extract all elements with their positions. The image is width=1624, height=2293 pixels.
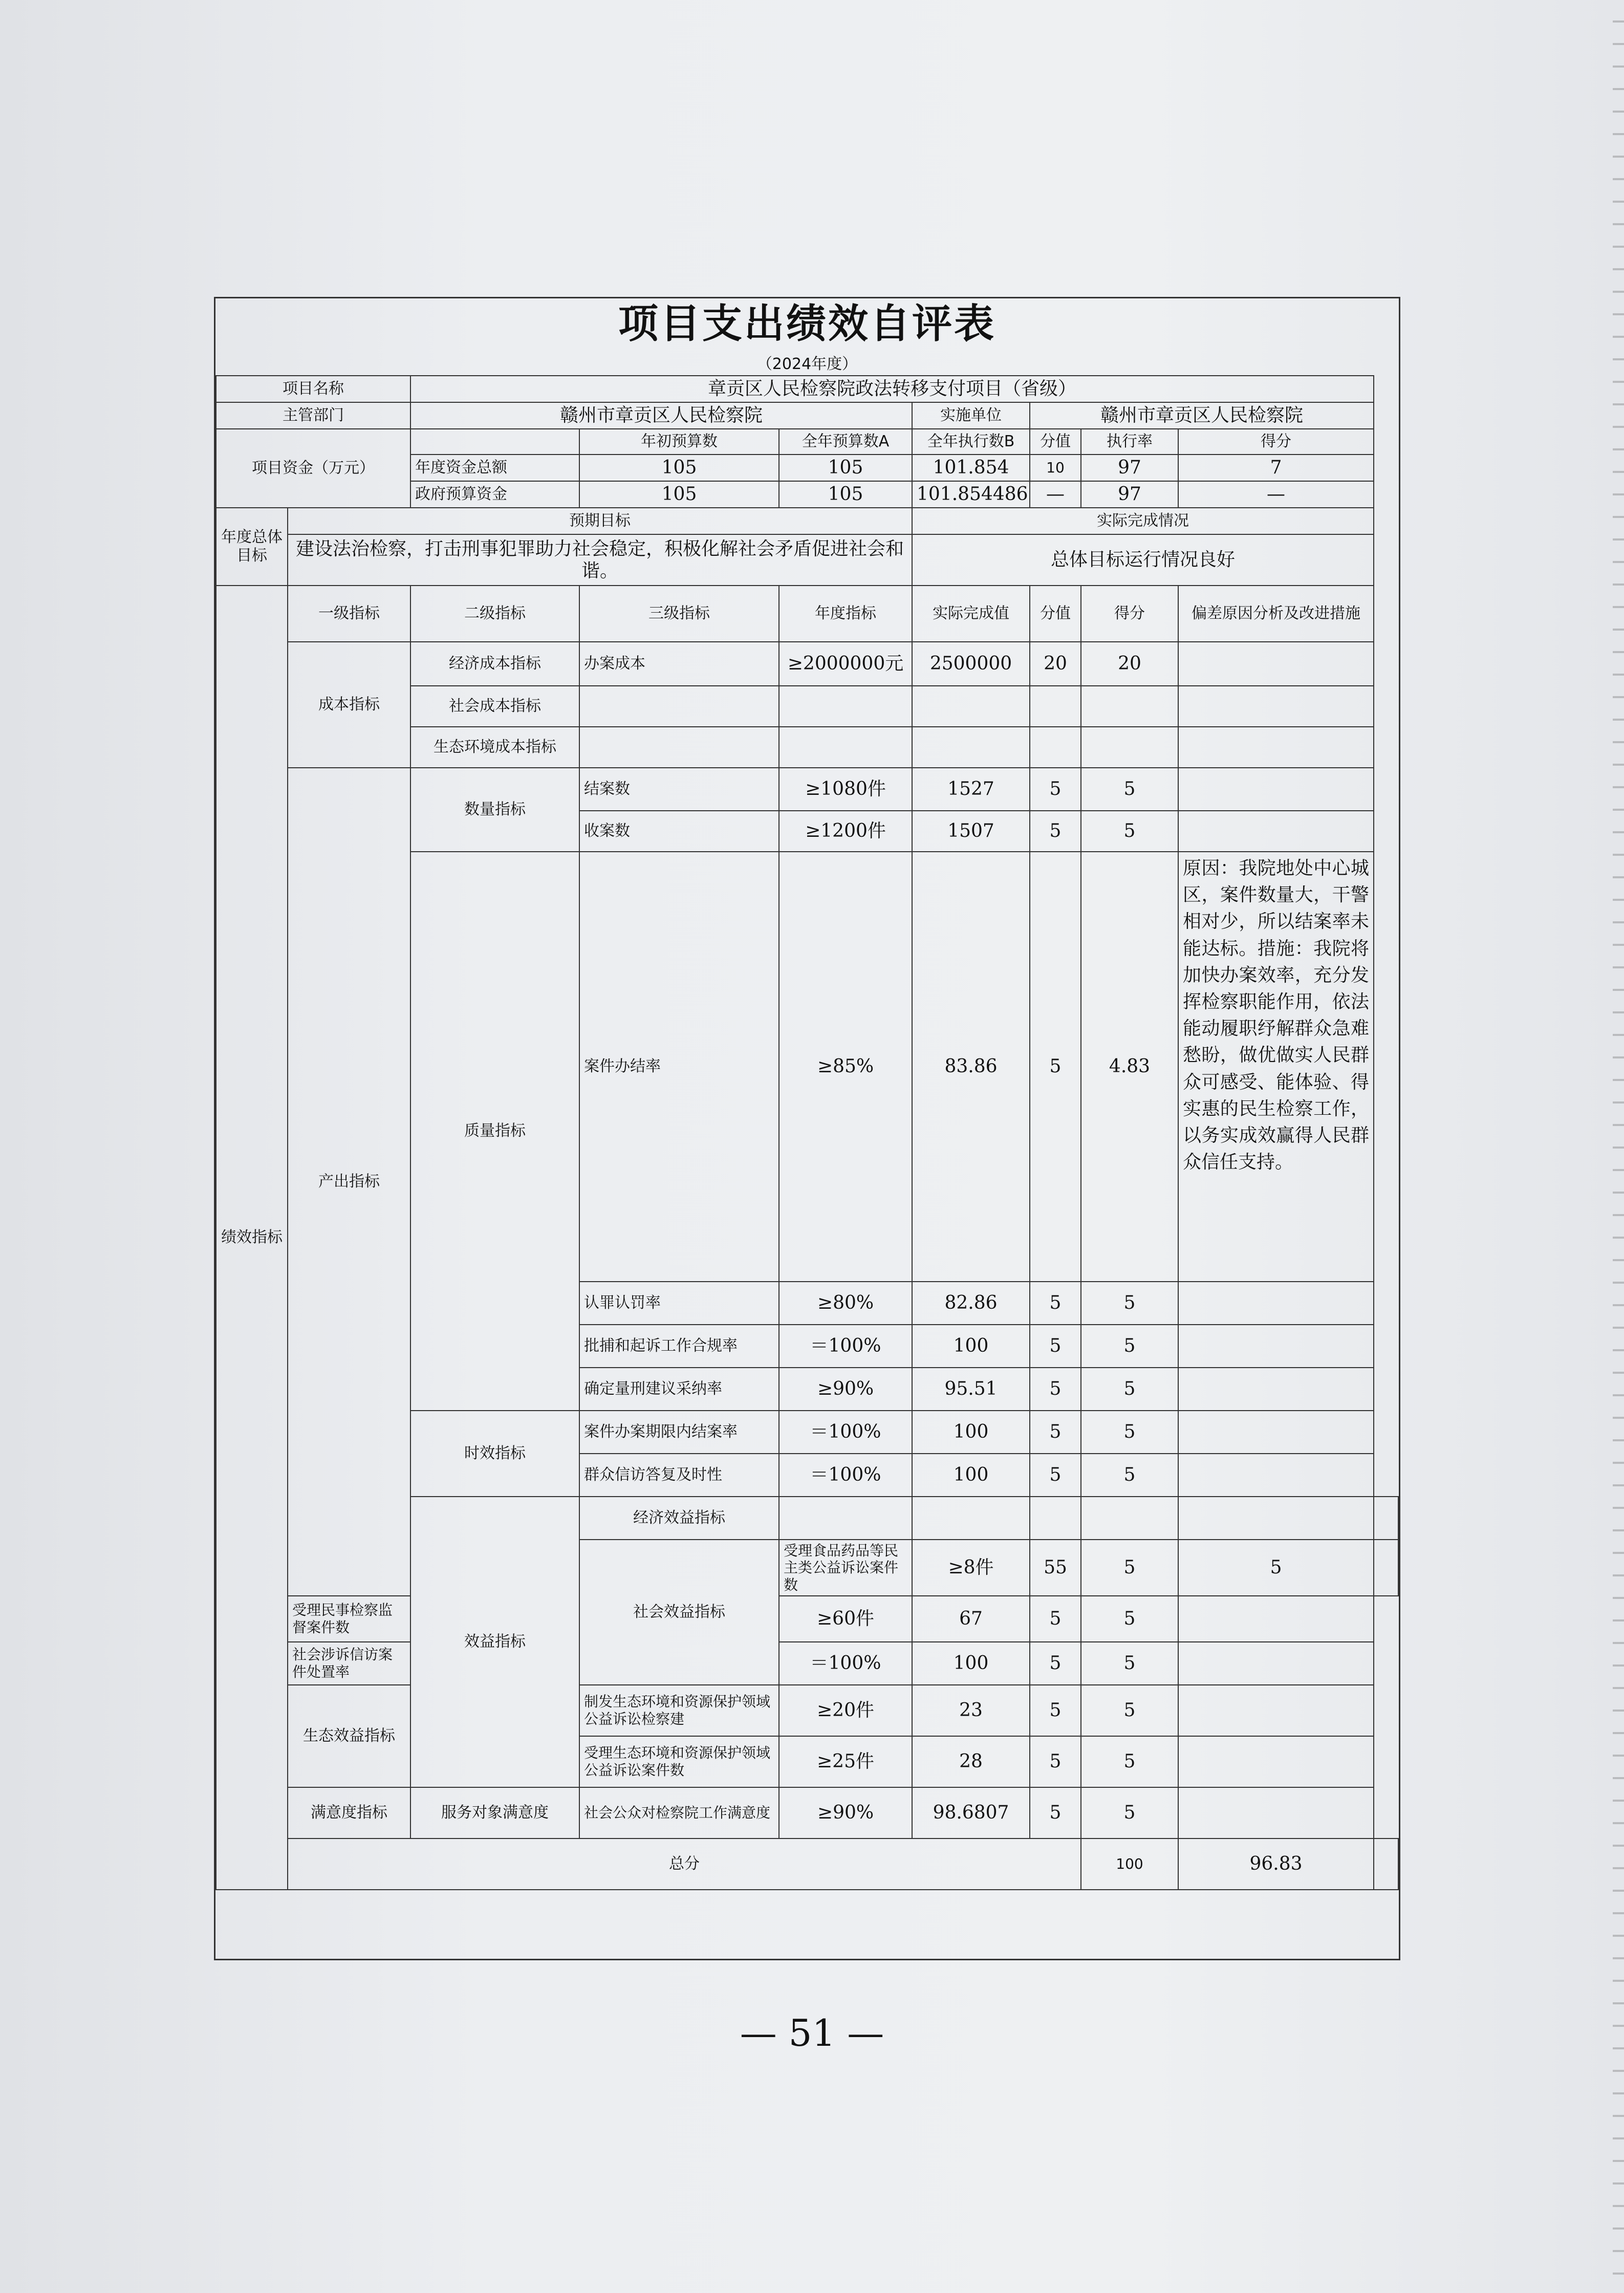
level2-timeliness: 时效指标 <box>410 1411 579 1497</box>
target-cell: ≥90% <box>779 1368 912 1411</box>
actual-goal-label: 实际完成情况 <box>912 508 1374 534</box>
form-year: （2024年度） <box>756 355 858 373</box>
score-cell: 5 <box>1030 1454 1081 1497</box>
got-cell: 4.83 <box>1081 852 1178 1282</box>
fund-cell: 105 <box>579 481 779 508</box>
impl-unit-value: 赣州市章贡区人民检察院 <box>1030 402 1374 429</box>
got-cell: 5 <box>1081 1454 1178 1497</box>
actual-cell: 82.86 <box>912 1282 1030 1325</box>
actual-cell: 67 <box>912 1596 1030 1642</box>
target-cell: ≥90% <box>779 1787 912 1838</box>
row-fund-headers <box>216 429 1398 455</box>
score-cell: 5 <box>1030 1325 1081 1368</box>
note-cell <box>1178 1411 1374 1454</box>
target-cell: ≥1200件 <box>779 811 912 852</box>
target-cell: ≥85% <box>779 852 912 1282</box>
table-row <box>216 1596 1398 1642</box>
fund-cell: 101.854 <box>912 455 1030 481</box>
actual-cell: 23 <box>912 1685 1030 1736</box>
target-cell: ≥25件 <box>779 1736 912 1787</box>
note-cell <box>1178 1325 1374 1368</box>
score-cell: 20 <box>1030 642 1081 686</box>
got-cell: 5 <box>1081 1596 1178 1642</box>
level2-quality: 质量指标 <box>410 852 579 1411</box>
performance-indicator-label: 绩效指标 <box>216 586 288 1890</box>
table-row <box>216 1685 1398 1736</box>
level2-social-cost: 社会成本指标 <box>410 686 579 727</box>
level3-name: 案件办案期限内结案率 <box>579 1411 779 1454</box>
level2-eco-cost: 生态环境成本指标 <box>410 727 579 768</box>
table-row <box>216 1642 1398 1685</box>
fund-row-label: 年度资金总额 <box>410 455 579 481</box>
actual-cell: 55 <box>1030 1540 1081 1596</box>
got-cell: 5 <box>1081 811 1178 852</box>
level2-service-satisfaction: 服务对象满意度 <box>410 1787 579 1838</box>
target-cell: ≥2000000元 <box>779 642 912 686</box>
row-project-name <box>216 376 1398 402</box>
form-title: 项目支出绩效自评表 <box>618 301 996 347</box>
actual-cell: 95.51 <box>912 1368 1030 1411</box>
got-cell: 5 <box>1081 1642 1178 1685</box>
row-goal-headers <box>216 508 1398 534</box>
score-cell: 5 <box>1030 852 1081 1282</box>
note-cell <box>1178 1596 1374 1642</box>
header-level1: 一级指标 <box>288 586 410 642</box>
level2-quantity: 数量指标 <box>410 768 579 852</box>
actual-cell: 1507 <box>912 811 1030 852</box>
level3-name: 群众信访答复及时性 <box>579 1454 779 1497</box>
score-cell: 5 <box>1030 1282 1081 1325</box>
target-cell: ＝100% <box>779 1325 912 1368</box>
got-cell: 5 <box>1081 1736 1178 1787</box>
level3-name: 办案成本 <box>579 642 779 686</box>
fund-cell: 7 <box>1178 455 1374 481</box>
level2-eco-benefit: 生态效益指标 <box>288 1685 410 1787</box>
level3-name: 认罪认罚率 <box>579 1282 779 1325</box>
scan-edge-marks <box>1613 0 1624 2293</box>
target-cell: ＝100% <box>779 1642 912 1685</box>
header-level2: 二级指标 <box>410 586 579 642</box>
level2-economic-cost: 经济成本指标 <box>410 642 579 686</box>
got-cell: 5 <box>1081 1787 1178 1838</box>
score-cell: 5 <box>1030 1642 1081 1685</box>
target-cell: ≥60件 <box>779 1596 912 1642</box>
level3-name: 受理民事检察监督案件数 <box>288 1596 410 1642</box>
score-cell: 5 <box>1030 768 1081 811</box>
got-cell: 5 <box>1178 1540 1374 1596</box>
got-cell: 5 <box>1081 1411 1178 1454</box>
goal-label: 年度总体目标 <box>216 508 288 586</box>
fund-cell: 105 <box>779 455 912 481</box>
level1-benefit: 效益指标 <box>410 1497 579 1787</box>
fund-header-got: 得分 <box>1178 429 1374 455</box>
fund-cell: 105 <box>779 481 912 508</box>
score-cell: 5 <box>1030 1411 1081 1454</box>
actual-cell: 100 <box>912 1325 1030 1368</box>
level3-name: 社会公众对检察院工作满意度 <box>579 1787 779 1838</box>
got-cell: 5 <box>1081 1368 1178 1411</box>
fund-cell: — <box>1178 481 1374 508</box>
project-name-value: 章贡区人民检察院政法转移支付项目（省级） <box>410 376 1374 402</box>
fund-header-executed: 全年执行数B <box>912 429 1030 455</box>
evaluation-table <box>215 375 1399 1890</box>
total-got: 96.83 <box>1178 1838 1374 1890</box>
score-cell: 5 <box>1030 1596 1081 1642</box>
actual-cell: 100 <box>912 1454 1030 1497</box>
expected-goal-text: 建设法治检察，打击刑事犯罪助力社会稳定，积极化解社会矛盾促进社会和谐。 <box>288 534 912 586</box>
actual-goal-text: 总体目标运行情况良好 <box>912 534 1374 586</box>
note-cell <box>1178 1736 1374 1787</box>
row-department <box>216 402 1398 429</box>
note-cell <box>1178 1368 1374 1411</box>
fund-header-initial: 年初预算数 <box>579 429 779 455</box>
note-cell <box>1374 1540 1398 1596</box>
level3-name: 制发生态环境和资源保护领域公益诉讼检察建 <box>579 1685 779 1736</box>
note-cell <box>1178 1787 1374 1838</box>
actual-cell: 100 <box>912 1642 1030 1685</box>
expected-goal-label: 预期目标 <box>288 508 912 534</box>
actual-cell: 98.6807 <box>912 1787 1030 1838</box>
actual-cell: 1527 <box>912 768 1030 811</box>
score-cell: 5 <box>1030 811 1081 852</box>
level2-social-benefit: 社会效益指标 <box>579 1540 779 1685</box>
target-cell: ≥80% <box>779 1282 912 1325</box>
fund-cell: 101.854486 <box>912 481 1030 508</box>
level1-output: 产出指标 <box>288 768 410 1596</box>
level3-name: 受理食品药品等民主类公益诉讼案件数 <box>779 1540 912 1596</box>
target-cell: ≥1080件 <box>779 768 912 811</box>
score-cell: 5 <box>1030 1736 1081 1787</box>
target-cell: ≥20件 <box>779 1685 912 1736</box>
target-cell: ＝100% <box>779 1454 912 1497</box>
target-cell: ＝100% <box>779 1411 912 1454</box>
actual-cell: 100 <box>912 1411 1030 1454</box>
note-cell <box>1178 811 1374 852</box>
header-score: 分值 <box>1030 586 1081 642</box>
got-cell: 5 <box>1081 1685 1178 1736</box>
fund-header-annual: 全年预算数A <box>779 429 912 455</box>
level3-name: 社会涉诉信访案件处置率 <box>288 1642 410 1685</box>
score-cell: 5 <box>1030 1685 1081 1736</box>
got-cell: 5 <box>1081 768 1178 811</box>
fund-row-label: 政府预算资金 <box>410 481 579 508</box>
total-label: 总分 <box>288 1838 1081 1890</box>
header-level3: 三级指标 <box>579 586 779 642</box>
actual-cell: 28 <box>912 1736 1030 1787</box>
fund-header-rate: 执行率 <box>1081 429 1178 455</box>
note-cell <box>1178 1454 1374 1497</box>
note-cell <box>1178 1642 1374 1685</box>
deviation-note: 原因：我院地处中心城区，案件数量大，干警相对少，所以结案率未能达标。措施：我院将加快办案效率，充分发挥检察职能作用，依法能动履职纾解群众急难愁盼，做优做实人民群众可感受、能体验、得实惠的民生检察工作，以务实成效赢得人民群众信任支持。 <box>1178 852 1374 1282</box>
fund-header-blank <box>410 429 579 455</box>
fund-cell: 105 <box>579 455 779 481</box>
table-row <box>216 1787 1398 1838</box>
table-row <box>216 768 1398 811</box>
table-row <box>216 642 1398 686</box>
fund-header-score: 分值 <box>1030 429 1081 455</box>
target-cell: ≥8件 <box>912 1540 1030 1596</box>
page-number: — 51 — <box>740 2011 884 2054</box>
level3-name: 结案数 <box>579 768 779 811</box>
funds-label: 项目资金（万元） <box>216 429 410 508</box>
level1-satisfaction: 满意度指标 <box>288 1787 410 1838</box>
dept-label: 主管部门 <box>216 402 410 429</box>
note-cell <box>1178 642 1374 686</box>
row-indicator-headers <box>216 586 1398 642</box>
got-cell: 5 <box>1081 1325 1178 1368</box>
level3-name: 受理生态环境和资源保护领域公益诉讼案件数 <box>579 1736 779 1787</box>
note-cell <box>1178 1685 1374 1736</box>
evaluation-form <box>214 297 1400 1960</box>
got-cell: 20 <box>1081 642 1178 686</box>
level1-cost: 成本指标 <box>288 642 410 768</box>
dept-value: 赣州市章贡区人民检察院 <box>410 402 912 429</box>
score-cell: 5 <box>1081 1540 1178 1596</box>
actual-cell: 2500000 <box>912 642 1030 686</box>
level2-economic-benefit: 经济效益指标 <box>579 1497 779 1540</box>
fund-cell: 97 <box>1081 455 1178 481</box>
header-deviation: 偏差原因分析及改进措施 <box>1178 586 1374 642</box>
row-goal-text <box>216 534 1398 586</box>
row-total <box>216 1838 1398 1890</box>
level3-name: 收案数 <box>579 811 779 852</box>
header-annual-target: 年度指标 <box>779 586 912 642</box>
total-note <box>1374 1838 1398 1890</box>
header-actual: 实际完成值 <box>912 586 1030 642</box>
fund-cell: 10 <box>1030 455 1081 481</box>
level3-name: 案件办结率 <box>579 852 779 1282</box>
score-cell: 5 <box>1030 1368 1081 1411</box>
level3-name: 确定量刑建议采纳率 <box>579 1368 779 1411</box>
fund-cell: 97 <box>1081 481 1178 508</box>
header-got: 得分 <box>1081 586 1178 642</box>
score-cell: 5 <box>1030 1787 1081 1838</box>
fund-cell: — <box>1030 481 1081 508</box>
project-name-label: 项目名称 <box>216 376 410 402</box>
note-cell <box>1178 1282 1374 1325</box>
note-cell <box>1178 768 1374 811</box>
impl-unit-label: 实施单位 <box>912 402 1030 429</box>
actual-cell: 83.86 <box>912 852 1030 1282</box>
total-score: 100 <box>1081 1838 1178 1890</box>
level3-name: 批捕和起诉工作合规率 <box>579 1325 779 1368</box>
got-cell: 5 <box>1081 1282 1178 1325</box>
